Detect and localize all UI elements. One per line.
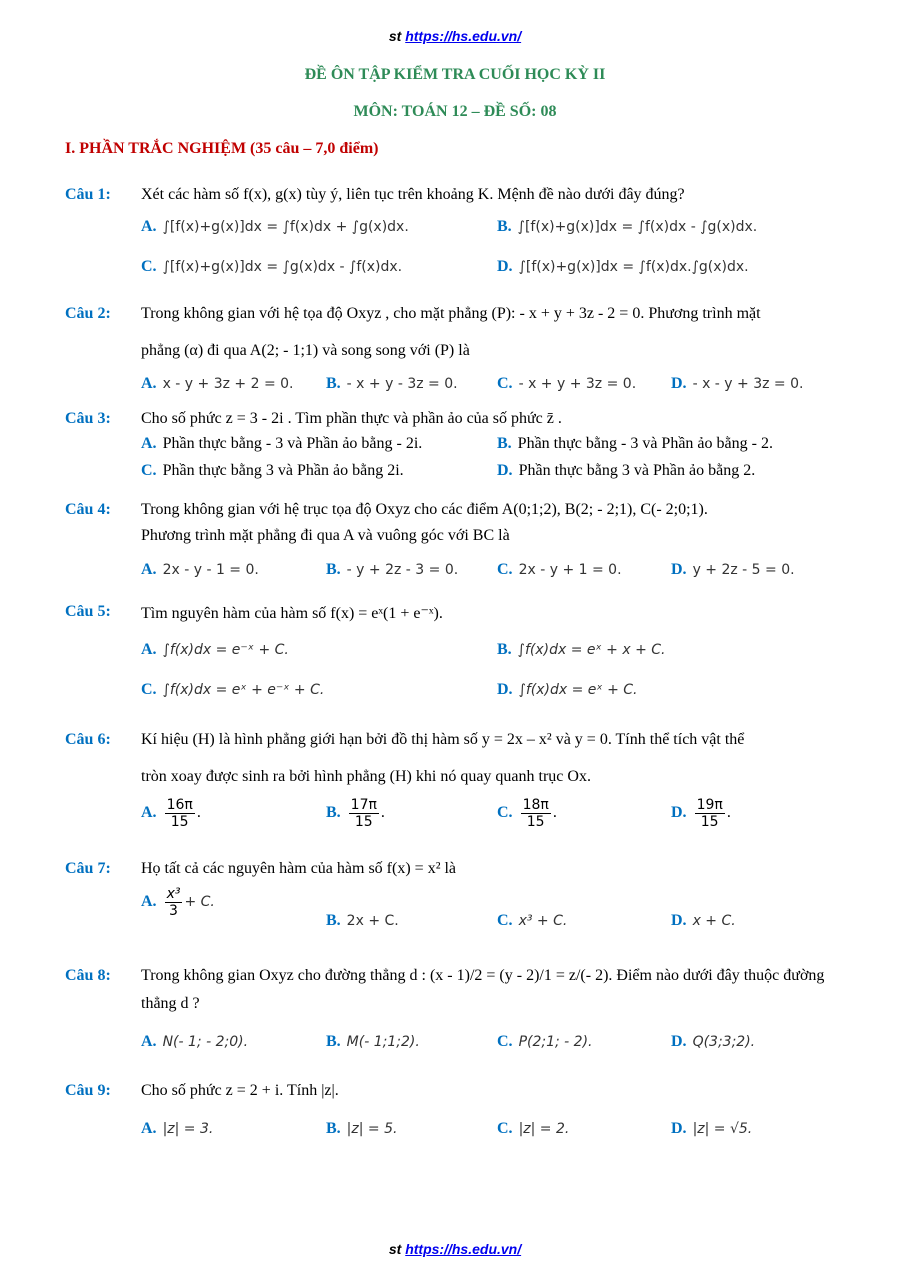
question-text-line1: Trong không gian với hệ tọa độ Oxyz , cho mặt phẳng (P): - x + y + 3z - 2 = 0. Phương trình mặt	[141, 305, 761, 322]
option-a[interactable]: A. |z| = 3.	[141, 1120, 214, 1137]
option-a[interactable]: A. x - y + 3z + 2 = 0.	[141, 375, 294, 392]
question-text-line2: thẳng d ?	[141, 995, 200, 1012]
option-a[interactable]: A. 2x - y - 1 = 0.	[141, 561, 259, 578]
question-label: Câu 7:	[65, 860, 111, 877]
option-c[interactable]: C. |z| = 2.	[497, 1120, 570, 1137]
section-heading: I. PHẦN TRẮC NGHIỆM (35 câu – 7,0 điểm)	[65, 140, 379, 157]
question-text-line2: Phương trình mặt phẳng đi qua A và vuông góc với BC là	[141, 527, 510, 544]
question-label: Câu 9:	[65, 1082, 111, 1099]
option-b[interactable]: B. $\frac{17\pi}{15}$ .	[326, 797, 385, 830]
question-text: Xét các hàm số f(x), g(x) tùy ý, liên tục trên khoảng K. Mệnh đề nào dưới đây đúng?	[141, 186, 685, 203]
option-b[interactable]: B. - x + y - 3z = 0.	[326, 375, 458, 392]
option-d[interactable]: D. ∫f(x)dx = eˣ + C.	[497, 681, 638, 698]
option-b[interactable]: B. ∫f(x)dx = eˣ + x + C.	[497, 641, 666, 658]
question-text: Họ tất cả các nguyên hàm của hàm số f(x) = x² là	[141, 860, 457, 877]
option-d[interactable]: D. $\frac{19\pi}{15}$ .	[671, 797, 731, 830]
question-label: Câu 4:	[65, 501, 111, 518]
option-a[interactable]: A. N(- 1; - 2;0).	[141, 1033, 249, 1050]
question-label: Câu 3:	[65, 410, 111, 427]
option-c[interactable]: C. Phần thực bằng 3 và Phần ảo bằng 2i.	[141, 462, 404, 479]
question-text: Tìm nguyên hàm của hàm số f(x) = eˣ(1 + e⁻ˣ).	[141, 605, 443, 622]
option-b[interactable]: B. M(- 1;1;2).	[326, 1033, 420, 1050]
option-b[interactable]: B. ∫[f(x)+g(x)]dx = ∫f(x)dx - ∫g(x)dx.	[497, 218, 758, 235]
option-d[interactable]: D. Phần thực bằng 3 và Phần ảo bằng 2.	[497, 462, 756, 479]
option-c[interactable]: C. - x + y + 3z = 0.	[497, 375, 637, 392]
option-a[interactable]: A. $\frac{\text{x³}}{3}$ + C.	[141, 886, 215, 919]
option-d[interactable]: D. Q(3;3;2).	[671, 1033, 756, 1050]
question-text-line2: tròn xoay được sinh ra bởi hình phẳng (H) khi nó quay quanh trục Ox.	[141, 768, 591, 785]
option-c[interactable]: C. $\frac{18\pi}{15}$ .	[497, 797, 557, 830]
question-text-line1: Kí hiệu (H) là hình phẳng giới hạn bởi đồ thị hàm số y = 2x – x² và y = 0. Tính thể tích vật thể	[141, 731, 745, 748]
page-header	[0, 28, 910, 44]
option-a[interactable]: A. ∫f(x)dx = e⁻ˣ + C.	[141, 641, 289, 658]
question-label: Câu 5:	[65, 603, 111, 620]
question-text-line1: Trong không gian với hệ trục tọa độ Oxyz cho các điểm A(0;1;2), B(2; - 2;1), C(- 2;0;1).	[141, 501, 708, 518]
question-label: Câu 6:	[65, 731, 111, 748]
footer-link[interactable]: https://hs.edu.vn/	[405, 1241, 522, 1257]
option-c[interactable]: C. P(2;1; - 2).	[497, 1033, 593, 1050]
exam-title: ĐỀ ÔN TẬP KIỂM TRA CUỐI HỌC KỲ II	[304, 66, 606, 83]
option-b[interactable]: B. - y + 2z - 3 = 0.	[326, 561, 459, 578]
option-c[interactable]: C. ∫f(x)dx = eˣ + e⁻ˣ + C.	[141, 681, 325, 698]
footer-prefix: st	[388, 1241, 402, 1257]
question-text-line2: phẳng (α) đi qua A(2; - 1;1) và song song với (P) là	[141, 342, 470, 359]
option-b[interactable]: B. Phần thực bằng - 3 và Phần ảo bằng - 2.	[497, 435, 773, 452]
option-d[interactable]: D. - x - y + 3z = 0.	[671, 375, 804, 392]
option-c[interactable]: C. ∫[f(x)+g(x)]dx = ∫g(x)dx - ∫f(x)dx.	[141, 258, 403, 275]
exam-subtitle: MÔN: TOÁN 12 – ĐỀ SỐ: 08	[353, 103, 557, 120]
question-text-line1: Trong không gian Oxyz cho đường thẳng d : (x - 1)/2 = (y - 2)/1 = z/(- 2). Điểm nào dưới đây thuộc đường	[141, 967, 825, 984]
question-label: Câu 1:	[65, 186, 111, 203]
option-a[interactable]: A. $\frac{16\pi}{15}$ .	[141, 797, 201, 830]
header-prefix: st	[388, 28, 402, 44]
option-d[interactable]: D. y + 2z - 5 = 0.	[671, 561, 795, 578]
option-d[interactable]: D. |z| = √5.	[671, 1120, 753, 1137]
header-link[interactable]: https://hs.edu.vn/	[405, 28, 522, 44]
page-footer	[0, 1241, 910, 1257]
option-c[interactable]: C. x³ + C.	[497, 912, 568, 929]
option-a[interactable]: A. ∫[f(x)+g(x)]dx = ∫f(x)dx + ∫g(x)dx.	[141, 218, 409, 235]
question-text: Cho số phức z = 3 - 2i . Tìm phần thực và phần ảo của số phức z̄ .	[141, 410, 562, 427]
question-text: Cho số phức z = 2 + i. Tính |z|.	[141, 1082, 339, 1099]
option-d[interactable]: D. ∫[f(x)+g(x)]dx = ∫f(x)dx.∫g(x)dx.	[497, 258, 749, 275]
option-d[interactable]: D. x + C.	[671, 912, 736, 929]
option-b[interactable]: B. |z| = 5.	[326, 1120, 398, 1137]
option-b[interactable]: B. 2x + C.	[326, 912, 399, 929]
option-a[interactable]: A. Phần thực bằng - 3 và Phần ảo bằng - 2i.	[141, 435, 423, 452]
option-c[interactable]: C. 2x - y + 1 = 0.	[497, 561, 622, 578]
question-label: Câu 2:	[65, 305, 111, 322]
question-label: Câu 8:	[65, 967, 111, 984]
